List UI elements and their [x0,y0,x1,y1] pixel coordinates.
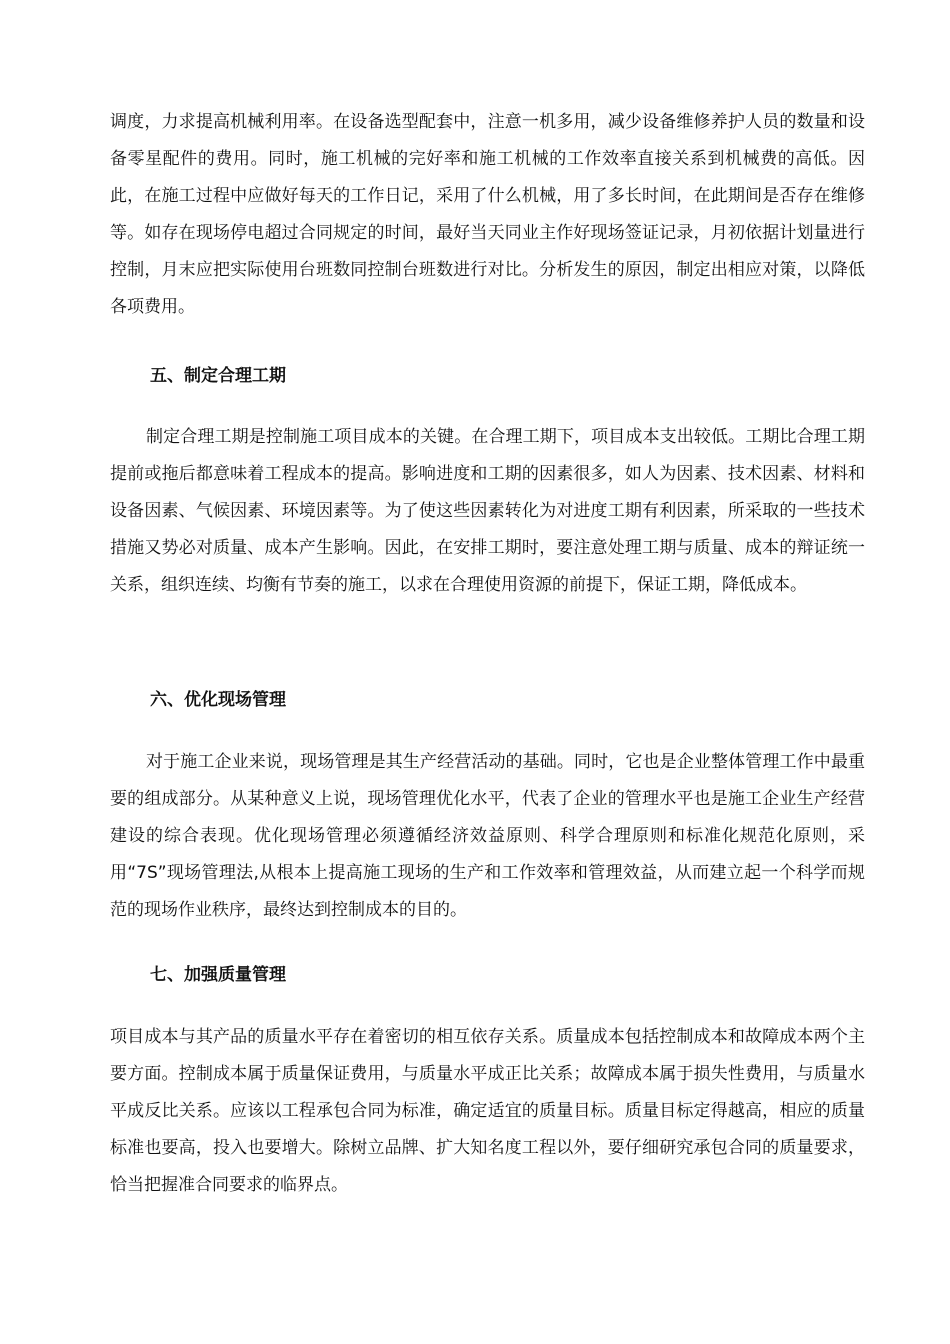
paragraph-text: 项目成本与其产品的质量水平存在着密切的相互依存关系。质量成本包括控制成本和故障成本两个主要方面。控制成本属于质量保证费用，与质量水平成正比关系；故障成本属于损失性费用，与质量水平成反比关系。应该以工程承包合同为标准，确定适宜的质量目标。质量目标定得越高，相应的质量标准也要高，投入也要增大。除树立品牌、扩大知名度工程以外，要仔细研究承包合同的质量要求，恰当把握准合同要求的临界点。 [110,1027,865,1195]
paragraph-reasonable-schedule [110,419,865,604]
paragraph-site-management [110,744,865,929]
section-heading-6: 六、优化现场管理 [150,690,286,710]
paragraph-text: 制定合理工期是控制施工项目成本的关键。在合理工期下，项目成本支出较低。工期比合理工期提前或拖后都意味着工程成本的提高。影响进度和工期的因素很多，如人为因素、技术因素、材料和设备因素、气候因素、环境因素等。为了使这些因素转化为对进度工期有利因素，所采取的一些技术措施又势必对质量、成本产生影响。因此，在安排工期时，要注意处理工期与质量、成本的辩证统一关系，组织连续、均衡有节奏的施工，以求在合理使用资源的前提下，保证工期，降低成本。 [110,427,865,595]
paragraph-quality-management [110,1019,865,1204]
paragraph-machinery-cost [110,104,865,326]
paragraph-text: 对于施工企业来说，现场管理是其生产经营活动的基础。同时，它也是企业整体管理工作中最重要的组成部分。从某种意义上说，现场管理优化水平，代表了企业的管理水平也是施工企业生产经营建设的综合表现。优化现场管理必须遵循经济效益原则、科学合理原则和标准化规范化原则，采用“7S”现场管理法,从根本上提高施工现场的生产和工作效率和管理效益，从而建立起一个科学而规范的现场作业秩序，最终达到控制成本的目的。 [110,752,865,920]
section-heading-5: 五、制定合理工期 [150,366,286,386]
section-heading-7: 七、加强质量管理 [150,965,286,985]
paragraph-text: 调度，力求提高机械利用率。在设备选型配套中，注意一机多用，减少设备维修养护人员的数量和设备零星配件的费用。同时，施工机械的完好率和施工机械的工作效率直接关系到机械费的高低。因此，在施工过程中应做好每天的工作日记，采用了什么机械，用了多长时间，在此期间是否存在维修等。如存在现场停电超过合同规定的时间，最好当天同业主作好现场签证记录，月初依据计划量进行控制，月末应把实际使用台班数同控制台班数进行对比。分析发生的原因，制定出相应对策，以降低各项费用。 [110,112,865,317]
